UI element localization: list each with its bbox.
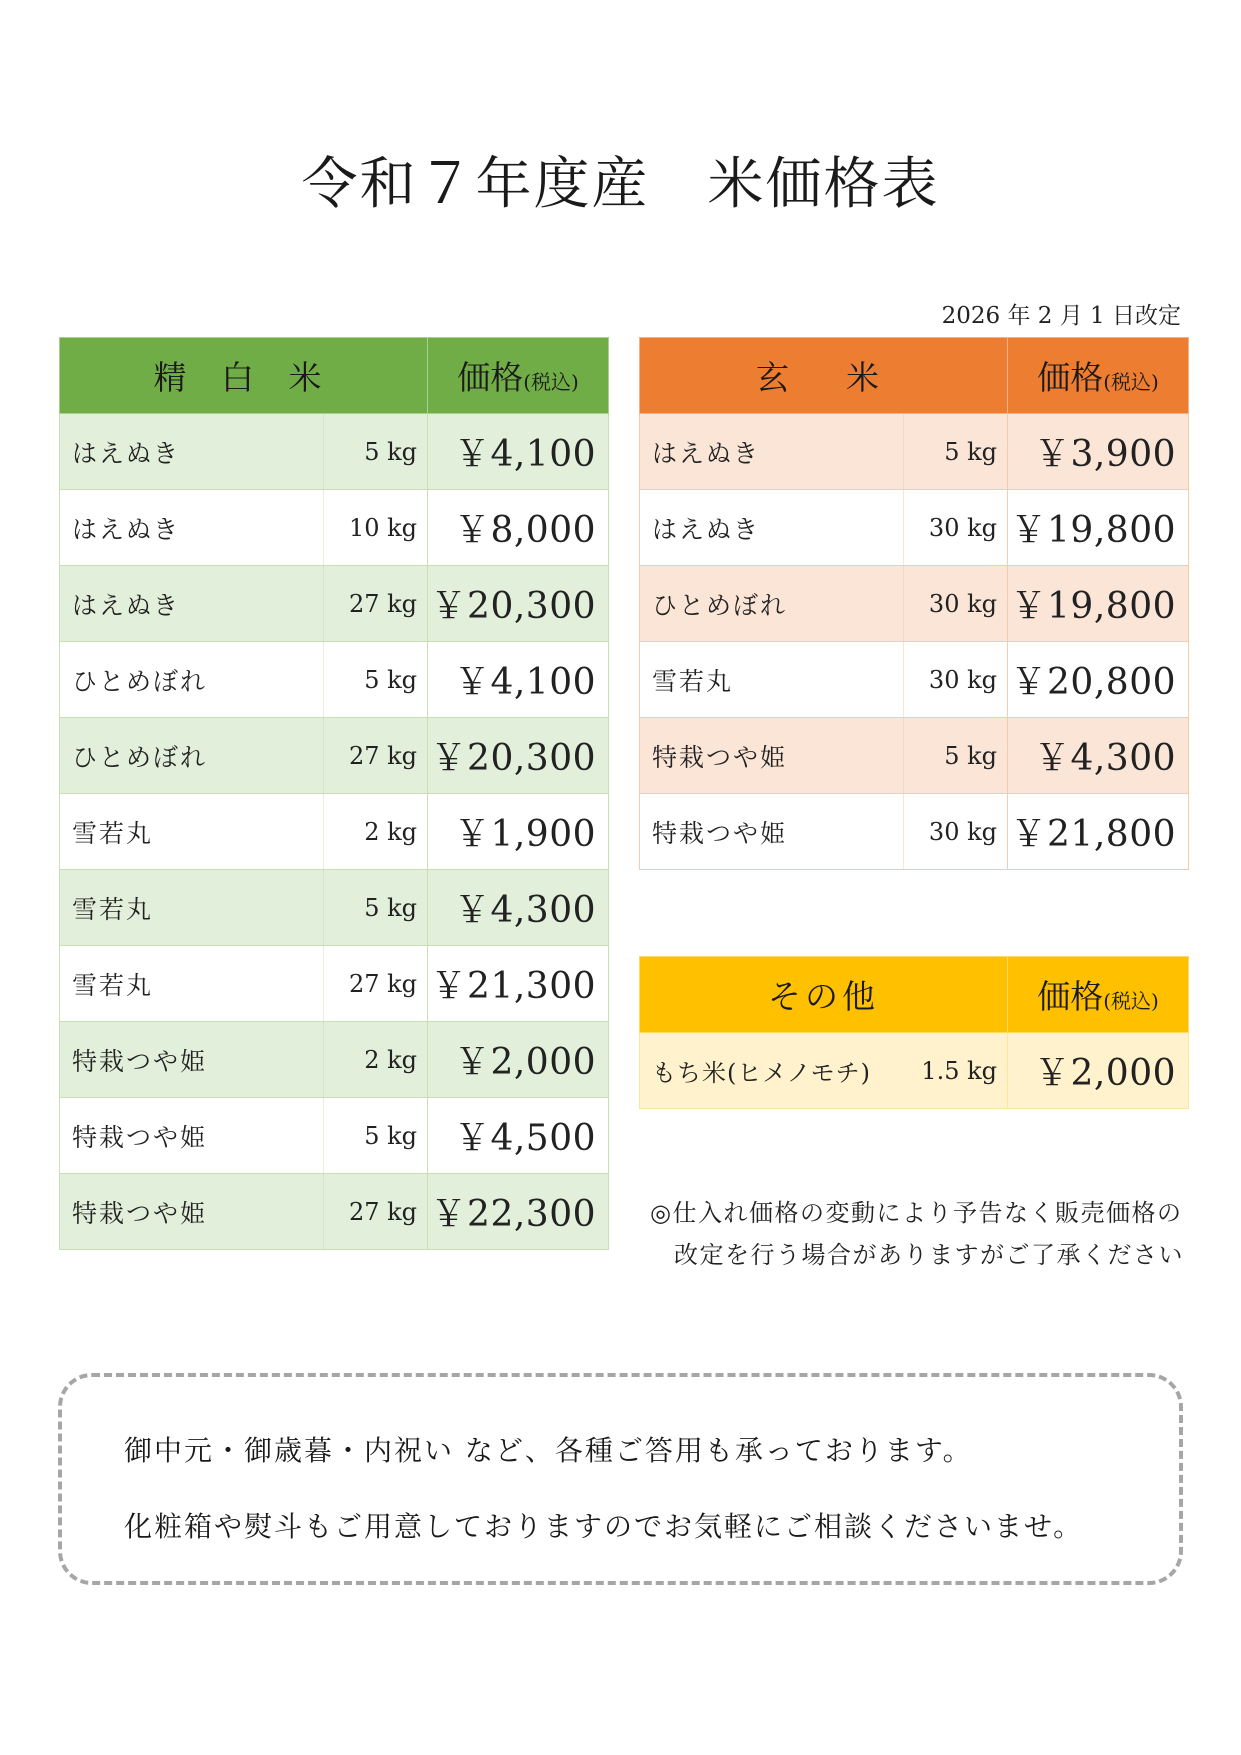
product-name: ひとめぼれ (60, 718, 324, 794)
product-weight: 1.5 kg (904, 1033, 1008, 1109)
product-price: ￥4,100 (428, 414, 609, 490)
table-row (60, 718, 609, 794)
tax-included-note: (税込) (1103, 370, 1159, 394)
table-row (640, 566, 1189, 642)
product-price: ￥20,300 (428, 566, 609, 642)
product-price: ￥1,900 (428, 794, 609, 870)
table-header-row (640, 957, 1189, 1033)
white-rice-header: 精 白 米 (60, 338, 428, 414)
product-name: もち米(ヒメノモチ) (640, 1033, 904, 1109)
product-price: ￥4,500 (428, 1098, 609, 1174)
notice-line-2: 改定を行う場合がありますがご了承ください (674, 1241, 1184, 1269)
product-name: はえぬき (60, 566, 324, 642)
product-weight: 5 kg (324, 414, 428, 490)
product-name: ひとめぼれ (60, 642, 324, 718)
white-rice-table (59, 337, 609, 1250)
table-row (60, 1022, 609, 1098)
price-header-label: 価格 (457, 358, 524, 397)
product-weight: 5 kg (904, 414, 1008, 490)
product-price: ￥4,300 (428, 870, 609, 946)
other-table (639, 956, 1189, 1109)
table-row (640, 490, 1189, 566)
table-row (640, 414, 1189, 490)
price-change-notice (650, 1192, 1184, 1276)
table-header-row (60, 338, 609, 414)
table-row (60, 946, 609, 1022)
product-name: 雪若丸 (640, 642, 904, 718)
tax-included-note: (税込) (1103, 989, 1159, 1013)
product-weight: 27 kg (324, 566, 428, 642)
product-weight: 2 kg (324, 794, 428, 870)
table-row (60, 794, 609, 870)
product-name: はえぬき (60, 490, 324, 566)
product-price: ￥3,900 (1008, 414, 1189, 490)
other-rows (640, 1033, 1189, 1109)
product-price: ￥4,100 (428, 642, 609, 718)
product-name: 特栽つや姫 (640, 718, 904, 794)
table-row (60, 870, 609, 946)
product-weight: 5 kg (904, 718, 1008, 794)
product-weight: 27 kg (324, 1174, 428, 1250)
product-weight: 30 kg (904, 566, 1008, 642)
price-header (1008, 957, 1189, 1033)
product-weight: 5 kg (324, 870, 428, 946)
gift-message-box (58, 1373, 1183, 1585)
gift-message-line-1: 御中元・御歳暮・内祝い など、各種ご答用も承っております。 (124, 1434, 973, 1467)
product-weight: 30 kg (904, 794, 1008, 870)
table-row (60, 414, 609, 490)
product-price: ￥2,000 (1008, 1033, 1189, 1109)
product-name: はえぬき (60, 414, 324, 490)
product-weight: 30 kg (904, 490, 1008, 566)
product-weight: 2 kg (324, 1022, 428, 1098)
product-weight: 27 kg (324, 946, 428, 1022)
table-row (640, 642, 1189, 718)
table-row (60, 1098, 609, 1174)
gift-message-line-2: 化粧箱や熨斗もご用意しておりますのでお気軽にご相談くださいませ。 (124, 1510, 1084, 1543)
product-name: はえぬき (640, 490, 904, 566)
brown-rice-rows (640, 414, 1189, 870)
product-name: 特栽つや姫 (640, 794, 904, 870)
white-rice-rows (60, 414, 609, 1250)
brown-rice-table (639, 337, 1189, 870)
other-header: その他 (640, 957, 1008, 1033)
notice-line-1: ◎仕入れ価格の変動により予告なく販売価格の (650, 1199, 1183, 1227)
product-weight: 10 kg (324, 490, 428, 566)
price-header-label: 価格 (1037, 977, 1104, 1016)
product-price: ￥2,000 (428, 1022, 609, 1098)
table-row (60, 566, 609, 642)
product-name: はえぬき (640, 414, 904, 490)
table-header-row (640, 338, 1189, 414)
product-name: ひとめぼれ (640, 566, 904, 642)
product-price: ￥4,300 (1008, 718, 1189, 794)
product-price: ￥22,300 (428, 1174, 609, 1250)
price-header (1008, 338, 1189, 414)
product-name: 特栽つや姫 (60, 1098, 324, 1174)
product-price: ￥8,000 (428, 490, 609, 566)
product-weight: 30 kg (904, 642, 1008, 718)
tax-included-note: (税込) (523, 370, 579, 394)
product-price: ￥19,800 (1008, 490, 1189, 566)
table-row (60, 642, 609, 718)
table-row (640, 794, 1189, 870)
product-name: 特栽つや姫 (60, 1022, 324, 1098)
table-row (640, 718, 1189, 794)
brown-rice-header: 玄 米 (640, 338, 1008, 414)
table-row (60, 490, 609, 566)
product-weight: 5 kg (324, 642, 428, 718)
product-name: 雪若丸 (60, 794, 324, 870)
price-header (428, 338, 609, 414)
page-title: 令和７年度産 米価格表 (301, 152, 940, 217)
table-row (640, 1033, 1189, 1109)
product-price: ￥21,800 (1008, 794, 1189, 870)
table-row (60, 1174, 609, 1250)
product-name: 雪若丸 (60, 870, 324, 946)
product-name: 雪若丸 (60, 946, 324, 1022)
product-price: ￥21,300 (428, 946, 609, 1022)
product-weight: 5 kg (324, 1098, 428, 1174)
price-header-label: 価格 (1037, 358, 1104, 397)
revision-date: 2026 年 2 月 1 日改定 (941, 303, 1181, 329)
product-price: ￥19,800 (1008, 566, 1189, 642)
product-weight: 27 kg (324, 718, 428, 794)
product-price: ￥20,300 (428, 718, 609, 794)
product-name: 特栽つや姫 (60, 1174, 324, 1250)
product-price: ￥20,800 (1008, 642, 1189, 718)
